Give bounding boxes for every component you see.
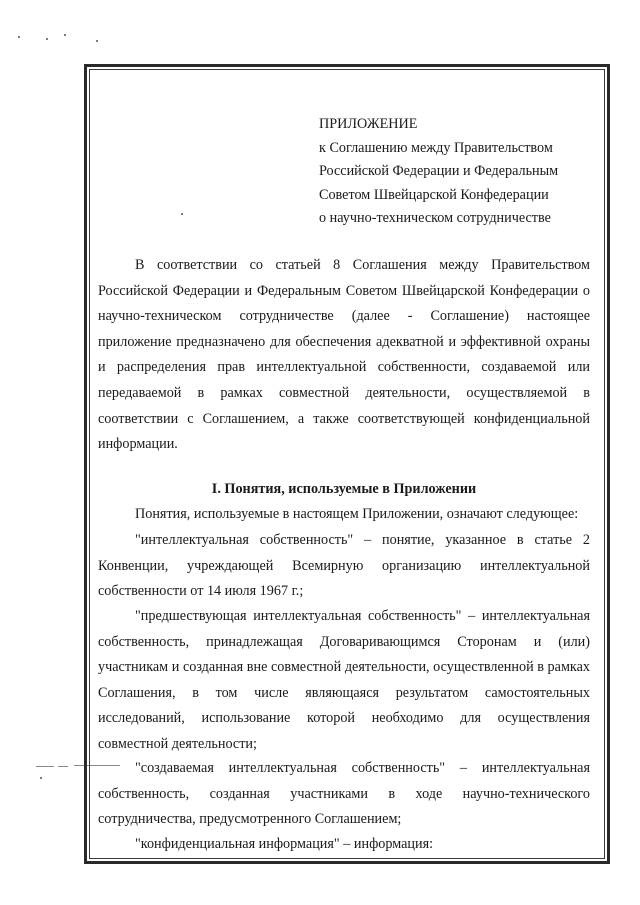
section-heading: I. Понятия, используемые в Приложении [211, 481, 477, 497]
definition-preexisting-ip: "предшествующая интеллектуальная собственность" – интеллектуальная собственность, принадлежащая Договаривающимся Сторонам и (или) участникам и созданная вне совместной деятельности, осуществленной в рамках Соглашения, в том числе являющаяся результатом самостоятельных исследований, использование которой необходимо для осуществления совместной деятельности; [98, 608, 590, 752]
scan-speck [46, 38, 48, 40]
annex-line: к Соглашению между Правительством [319, 139, 553, 156]
section-intro: Понятия, используемые в настоящем Приложении, означают следующее: [135, 506, 579, 522]
scan-mark [58, 766, 68, 767]
definition-created-ip: "создаваемая интеллектуальная собственность" – интеллектуальная собственность, созданная участниками в ходе научно-технического сотрудничества, предусмотренного Соглашением; [98, 760, 590, 828]
scan-speck [18, 36, 20, 38]
annex-header [319, 113, 558, 231]
annex-line: о научно-техническом сотрудничестве [319, 210, 551, 226]
annex-title: ПРИЛОЖЕНИЕ [319, 116, 418, 132]
annex-line: Советом Швейцарской Конфедерации [319, 186, 549, 203]
definition-confidential: "конфиденциальная информация" – информация: [135, 836, 434, 852]
scan-speck [64, 34, 66, 36]
scan-speck [96, 40, 98, 42]
definition-ip: "интеллектуальная собственность" – понятие, указанное в статье 2 Конвенции, учреждающей Всемирную организацию интеллектуальной собственности от 14 июля 1967 г.; [98, 532, 590, 600]
preamble-paragraph: В соответствии со статьей 8 Соглашения между Правительством Российской Федерации и Федеральным Советом Швейцарской Конфедерации о научно-техническом сотрудничестве (далее - Соглашение) настоящее приложение предназначено для обеспечения адекватной и эффективной охраны и распределения прав интеллектуальной собственности, создаваемой или передаваемой в рамках совместной деятельности, осуществляемой в соответствии с Соглашением, а также соответствующей конфиденциальной информации. [98, 257, 590, 453]
scan-mark [36, 766, 54, 767]
scan-speck [40, 777, 42, 779]
annex-line: Российской Федерации и Федеральным [319, 163, 559, 179]
